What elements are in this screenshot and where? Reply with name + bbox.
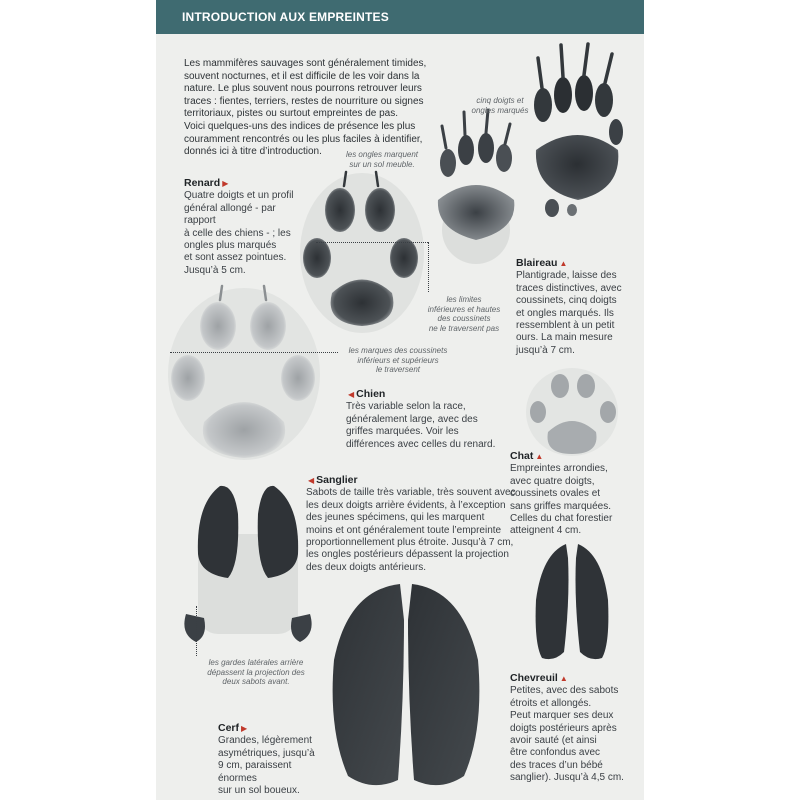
badger-print-illustration [418, 40, 628, 270]
pointer-up-icon: ▲ [535, 452, 544, 461]
guide-line [170, 352, 338, 353]
intro-line: traces : fientes, terriers, restes de nourriture ou signes [184, 95, 424, 107]
species-line: ours. La main mesure [516, 332, 613, 344]
guide-page [156, 0, 644, 800]
species-line: coussinets, cinq doigts [516, 295, 617, 307]
note-marques [340, 346, 456, 375]
species-line: Celles du chat forestier [510, 513, 613, 525]
note-limites [418, 295, 510, 333]
species-blaireau [516, 257, 636, 357]
species-name: Blaireau [516, 257, 558, 269]
species-line: sur un sol boueux. [218, 785, 300, 797]
species-line: avec quatre doigts, [510, 475, 595, 487]
note-line: dépassent la projection des [207, 667, 305, 677]
note-gardes [196, 658, 316, 687]
species-line: avoir sauté (et ainsi [510, 735, 597, 747]
species-name: Sanglier [316, 474, 358, 486]
species-line: les deux doigts arrière évidents, à l’exception [306, 499, 506, 511]
species-line: Plantigrade, laisse des [516, 270, 617, 282]
species-line: 9 cm, paraissent énormes [218, 760, 292, 784]
dog-print-illustration [168, 282, 320, 462]
note-line: les gardes latérales arrière [208, 658, 304, 667]
species-line: griffes marquées. Voir les [346, 426, 459, 438]
note-line: sur un sol meuble. [349, 159, 415, 169]
note-line: les marques des coussinets [348, 346, 448, 355]
intro-text [184, 58, 454, 159]
species-line: les ongles postérieurs dépassent la projection [306, 549, 509, 561]
species-line: Très variable selon la race, [346, 401, 466, 413]
intro-line: Voici quelques-uns des indices de présence les plus [184, 120, 416, 132]
species-line: des jeunes spécimens, qui les marquent [306, 512, 485, 524]
species-line: Empreintes arrondies, [510, 463, 608, 475]
species-renard [184, 177, 304, 277]
species-line: ongles plus marqués [184, 240, 277, 252]
species-chien [346, 388, 506, 451]
note-line: ne le traversent pas [428, 323, 500, 333]
intro-line: donnés ici à titre d’introduction. [184, 146, 322, 158]
species-line: atteignent 4 cm. [510, 525, 582, 537]
intro-line: couramment rencontrés ou les plus faciles à identifier, [184, 133, 423, 145]
pointer-left-icon: ◀ [348, 390, 355, 399]
species-line: coussinets ovales et [510, 488, 601, 500]
intro-line: territoriaux, pistes ou surtout empreintes de pas. [184, 108, 398, 120]
note-line: des coussinets [437, 314, 491, 323]
pointer-left-icon: ◀ [308, 476, 315, 485]
species-chevreuil [510, 672, 638, 785]
pointer-right-icon: ▶ [241, 724, 248, 733]
species-sanglier [306, 474, 516, 574]
cat-print-illustration [524, 366, 620, 458]
species-line: proportionnellement plus étroite. Jusqu’à 7 cm, [306, 537, 514, 549]
pointer-up-icon: ▲ [559, 259, 568, 268]
guide-line [428, 242, 429, 292]
guide-line [196, 606, 197, 656]
species-name: Renard [184, 177, 221, 189]
note-line: le traversent [375, 365, 421, 374]
note-line: inférieurs et supérieurs [357, 355, 439, 365]
intro-line: Les mammifères sauvages sont généralement timides, [184, 58, 427, 69]
species-line: des traces d’un bébé [510, 759, 603, 771]
species-line: des deux doigts antérieurs. [306, 561, 427, 573]
note-line: inférieures et hautes [427, 304, 501, 314]
species-cerf [218, 722, 328, 797]
species-line: Grandes, légèrement [218, 735, 312, 747]
species-line: étroits et allongés. [510, 697, 592, 709]
species-chat [510, 450, 630, 538]
species-name: Chevreuil [510, 672, 558, 684]
species-line: et sont assez pointues. [184, 252, 287, 264]
species-line: Petites, avec des sabots [510, 685, 619, 697]
species-line: doigts postérieurs après [510, 722, 617, 734]
species-line: être confondus avec [510, 747, 601, 759]
species-line: à celle des chiens - ; les [184, 227, 291, 239]
species-line: sanglier). Jusqu’à 4,5 cm. [510, 772, 624, 784]
species-line: traces distinctives, avec [516, 282, 622, 294]
species-line: différences avec celles du renard. [346, 438, 496, 450]
section-title: INTRODUCTION AUX EMPREINTES [182, 10, 389, 24]
species-line: Quatre doigts et un profil [184, 190, 294, 202]
roe-deer-print-illustration [528, 540, 616, 664]
pointer-right-icon: ▶ [222, 179, 229, 188]
species-line: et ongles marqués. Ils [516, 307, 614, 319]
species-line: Jusqu’à 5 cm. [184, 264, 246, 276]
species-line: généralement large, avec des [346, 413, 478, 425]
species-line: général allongé - par rapport [184, 202, 276, 227]
section-header [156, 0, 644, 34]
pointer-up-icon: ▲ [559, 674, 568, 683]
species-line: Peut marquer ses deux [510, 710, 614, 722]
intro-line: souvent nocturnes, et il est difficile de les voir dans la [184, 70, 420, 82]
species-name: Chien [356, 388, 386, 400]
note-cinq-doigts [460, 96, 540, 115]
note-line: deux sabots avant. [222, 677, 290, 686]
note-line: cinq doigts et [476, 96, 524, 105]
species-name: Chat [510, 450, 534, 462]
species-line: moins et ont généralement toute l’empreinte [306, 524, 502, 536]
guide-line [316, 242, 428, 243]
species-line: asymétriques, jusqu’à [218, 747, 315, 759]
species-line: jusqu’à 7 cm. [516, 344, 575, 356]
note-line: les ongles marquent [345, 150, 419, 159]
boar-print-illustration [178, 474, 318, 654]
deer-print-illustration [328, 580, 484, 794]
species-name: Cerf [218, 722, 240, 734]
species-line: Sabots de taille très variable, très souvent avec [306, 487, 516, 499]
note-line: les limites [446, 295, 482, 304]
intro-line: nature. Le plus souvent nous pourrons retrouver leurs [184, 83, 422, 95]
note-line: ongles marqués [471, 105, 529, 115]
note-ongles [332, 150, 432, 169]
species-line: sans griffes marquées. [510, 500, 611, 512]
species-line: ressemblent à un petit [516, 320, 615, 332]
